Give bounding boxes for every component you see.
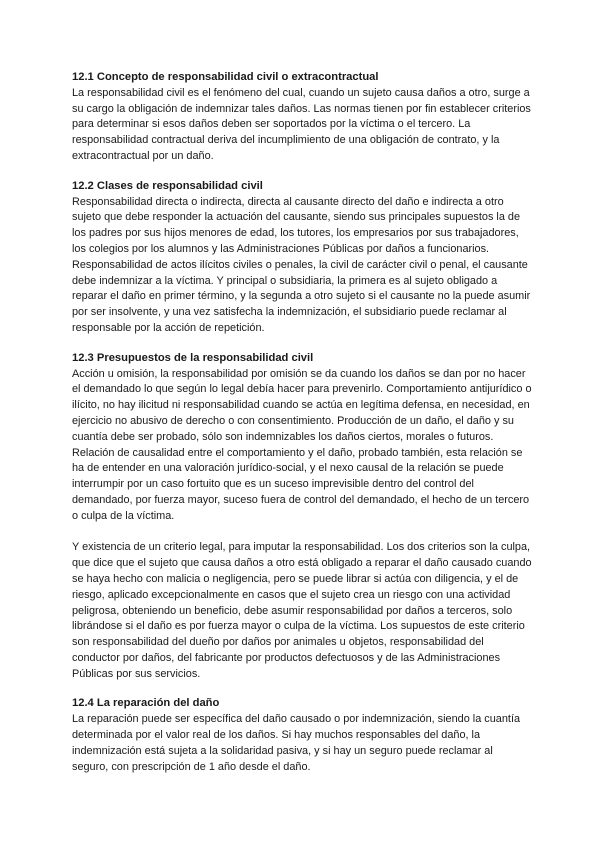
section-heading: 12.2 Clases de responsabilidad civil [72, 179, 263, 192]
document-page [72, 70, 532, 789]
section-paragraph: La responsabilidad civil es el fenómeno del cual, cuando un sujeto causa daños a otro, surge a su cargo la obligación de indemnizar tales daños. Las normas tienen por fin establecer criterios para determinar si esos daños deben ser soportados por la víctima o el tercero. La responsabilidad contractual deriva del incumplimiento de una obligación de contrato, y la extracontractual por un daño. [72, 86, 531, 162]
section-12-2 [72, 179, 532, 337]
section-paragraph: Acción u omisión, la responsabilidad por omisión se da cuando los daños se dan por no hacer el demandado lo que según lo legal debía hacer para prevenirlo. Comportamiento antijurídico o ilícito, no hay ilicitud ni responsabilidad cuando se actúa en legítima defensa, en necesidad, en ejercicio no abusivo de derecho o con consentimiento. Producción de un daño, el daño y su cuantía debe ser probado, sólo son indemnizables los daños ciertos, morales o futuros. Relación de causalidad entre el comportamiento y el daño, probado también, esta relación se ha de entender en una valoración jurídico-social, y el nexo causal de la relación se puede interrumpir por un caso fortuito que es un suceso imprevisible dentro del control del demandado, por fuerza mayor, suceso fuera de control del demandado, el hecho de un tercero o culpa de la víctima. [72, 367, 532, 522]
section-paragraph: Y existencia de un criterio legal, para imputar la responsabilidad. Los dos criterios son la culpa, que dice que el sujeto que causa daños a otro está obligado a reparar el daño causado cuando se haya hecho con malicia o negligencia, pero se puede librar si actúa con diligencia, y el de riesgo, aplicado excepcionalmente en casos que el sujeto crea un riesgo con una actividad peligrosa, obteniendo un beneficio, debe asumir responsabilidad por daños a terceros, solo librándose si el daño es por fuerza mayor o culpa de la víctima. Los supuestos de este criterio son responsabilidad del dueño por daños por animales u objetos, responsabilidad del conductor por daños, del fabricante por productos defectuosos y de las Administraciones Públicas por sus servicios. [72, 541, 532, 680]
section-heading: 12.4 La reparación del daño [72, 697, 220, 710]
section-12-1 [72, 70, 532, 165]
section-heading: 12.3 Presupuestos de la responsabilidad civil [72, 351, 314, 364]
section-paragraph: Responsabilidad directa o indirecta, directa al causante directo del daño e indirecta a otro sujeto que debe responder la actuación del causante, siendo sus principales supuestos la de los padres por sus hijos menores de edad, los tutores, los empresarios por sus trabajadores, los colegios por los alumnos y las Administraciones Públicas por daños a funcionarios. Responsabilidad de actos ilícitos civiles o penales, la civil de carácter civil o penal, el causante debe indemnizar a la víctima. Y principal o subsidiaria, la primera es al sujeto obligado a reparar el daño en primer término, y la segunda a otro sujeto si el causante no la puede asumir por ser insolvente, y una vez satisfecha la indemnización, el subsidiario puede reclamar al responsable por la acción de repetición. [72, 195, 531, 334]
section-heading: 12.1 Concepto de responsabilidad civil o extracontractual [72, 71, 379, 83]
section-12-4 [72, 696, 532, 775]
section-12-3 [72, 351, 532, 683]
section-paragraph: La reparación puede ser específica del daño causado o por indemnización, siendo la cuantía determinada por el valor real de los daños. Si hay muchos responsables del daño, la indemnización está sujeta a la solidaridad pasiva, y si hay un seguro puede reclamar al seguro, con prescripción de 1 año desde el daño. [72, 713, 521, 773]
